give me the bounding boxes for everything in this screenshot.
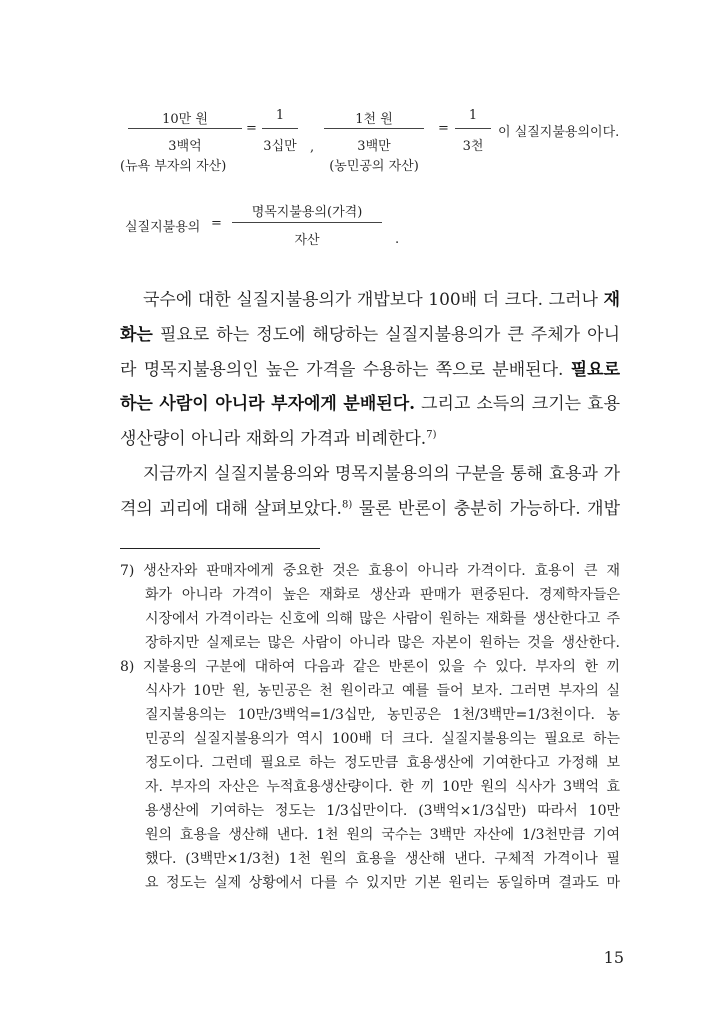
body-line-4: 하는 사람이 아니라 부자에게 분배된다. 그리고 소득의 크기는 효용 [120,394,620,414]
fraction-1-denominator: 3백억 [168,139,202,154]
body-line-7: 격의 괴리에 대해 살펴보았다.$^{8)}$ 물론 반론이 충분히 가능하다. 개밥 [120,499,620,519]
fraction-4-bar [455,128,491,129]
body-line-1: 국수에 대한 실질지불용의가 개밥보다 100배 더 크다. 그러나 재 [143,290,620,310]
formula-2-label: 실질지불용의 [125,220,201,235]
formula-2-bar [232,222,382,223]
footnote-7-line-2: 화가 아니라 가격이 높은 재화로 생산과 판매가 편중된다. 경제학자들은 [145,587,620,603]
fraction-1-numerator: 10만 원 [162,112,208,127]
formula-2-equals: = [211,216,222,231]
body-line-6: 지금까지 실질지불용의와 명목지불용의의 구분을 통해 효용과 가 [143,464,620,484]
footnote-8-line-9: 했다. (3백만×1/3천) 1천 원의 효용을 생산해 낸다. 구체적 가격이나 필 [145,851,620,867]
fraction-2-denominator: 3십만 [263,139,297,154]
footnote-divider [120,548,320,549]
fraction-3-bar [324,128,424,129]
footnote-8-line-3: 질지불용의는 10만/3백억=1/3십만, 농민공은 1천/3백만=1/3천이다. 농 [145,707,620,723]
footnote-7-line-4: 장하지만 실제로는 많은 사람이 아니라 많은 자본이 원하는 것을 생산한다. [145,635,620,651]
fraction-2-numerator: 1 [275,108,285,123]
fraction-4-denominator: 3천 [462,139,484,154]
body-line-2: 화는 필요로 하는 정도에 해당하는 실질지불용의가 큰 주체가 아니 [120,325,620,345]
footnote-8-line-1: 8) 지불용의 구분에 대하여 다음과 같은 반론이 있을 수 있다. 부자의 한 끼 [120,659,620,675]
body-line-5: 생산량이 아니라 재화의 가격과 비례한다.$^{7)}$ [120,429,437,449]
formula-2-denominator: 자산 [294,233,320,248]
footnote-ref-8: 8) [341,499,353,511]
fraction-4-numerator: 1 [468,108,478,123]
footnote-8-line-8: 원의 효용을 생산해 낸다. 1천 원의 국수는 3백만 자산에 1/3천만큼 기여 [145,827,620,843]
footnote-8-line-4: 민공의 실질지불용의가 역시 100배 더 크다. 실질지불용의는 필요로 하는 [145,731,620,747]
footnote-ref-7: 7) [426,429,437,441]
footnote-7-line-1: 7) 생산자와 판매자에게 중요한 것은 효용이 아니라 가격이다. 효용이 큰 재 [120,563,620,579]
footnote-8-line-10: 요 정도는 실제 상황에서 다를 수 있지만 기본 원리는 동일하며 결과도 마 [145,875,620,891]
footnote-7-line-3: 시장에서 가격이라는 신호에 의해 많은 사람이 원하는 재화를 생산한다고 주 [145,611,620,627]
footnote-8-line-7: 용생산에 기여하는 정도는 1/3십만이다. (3백억×1/3십만) 따라서 10만 [145,803,620,819]
fraction-2-bar [262,128,298,129]
equals-sign-2: = [438,121,449,136]
fraction-3-denominator: 3백만 [357,139,391,154]
fraction-1-note: (뉴욕 부자의 자산) [120,159,227,174]
footnote-8-line-6: 자. 부자의 자산은 누적효용생산량이다. 한 끼 10만 원의 식사가 3백억 효 [145,779,620,795]
formula-tail-text: 이 실질지불용의이다. [498,125,620,140]
fraction-1-bar [128,128,242,129]
formula-2-period: . [395,232,400,247]
formula-2-numerator: 명목지불용의(가격) [251,205,363,220]
body-line-3: 라 명목지불용의인 높은 가격을 수용하는 쪽으로 분배된다. 필요로 [120,360,620,380]
page-number: 15 [603,948,624,967]
footnote-8-line-5: 정도이다. 그런데 필요로 하는 정도만큼 효용생산에 기여한다고 가정해 보 [145,755,620,771]
fraction-3-note: (농민공의 자산) [329,159,419,174]
footnote-8-line-2: 식사가 10만 원, 농민공은 천 원이라고 예를 들어 보자. 그러면 부자의 실 [145,683,620,699]
fraction-3-numerator: 1천 원 [355,112,393,127]
equals-sign-1: = [246,121,257,136]
separator-comma: , [310,140,315,155]
